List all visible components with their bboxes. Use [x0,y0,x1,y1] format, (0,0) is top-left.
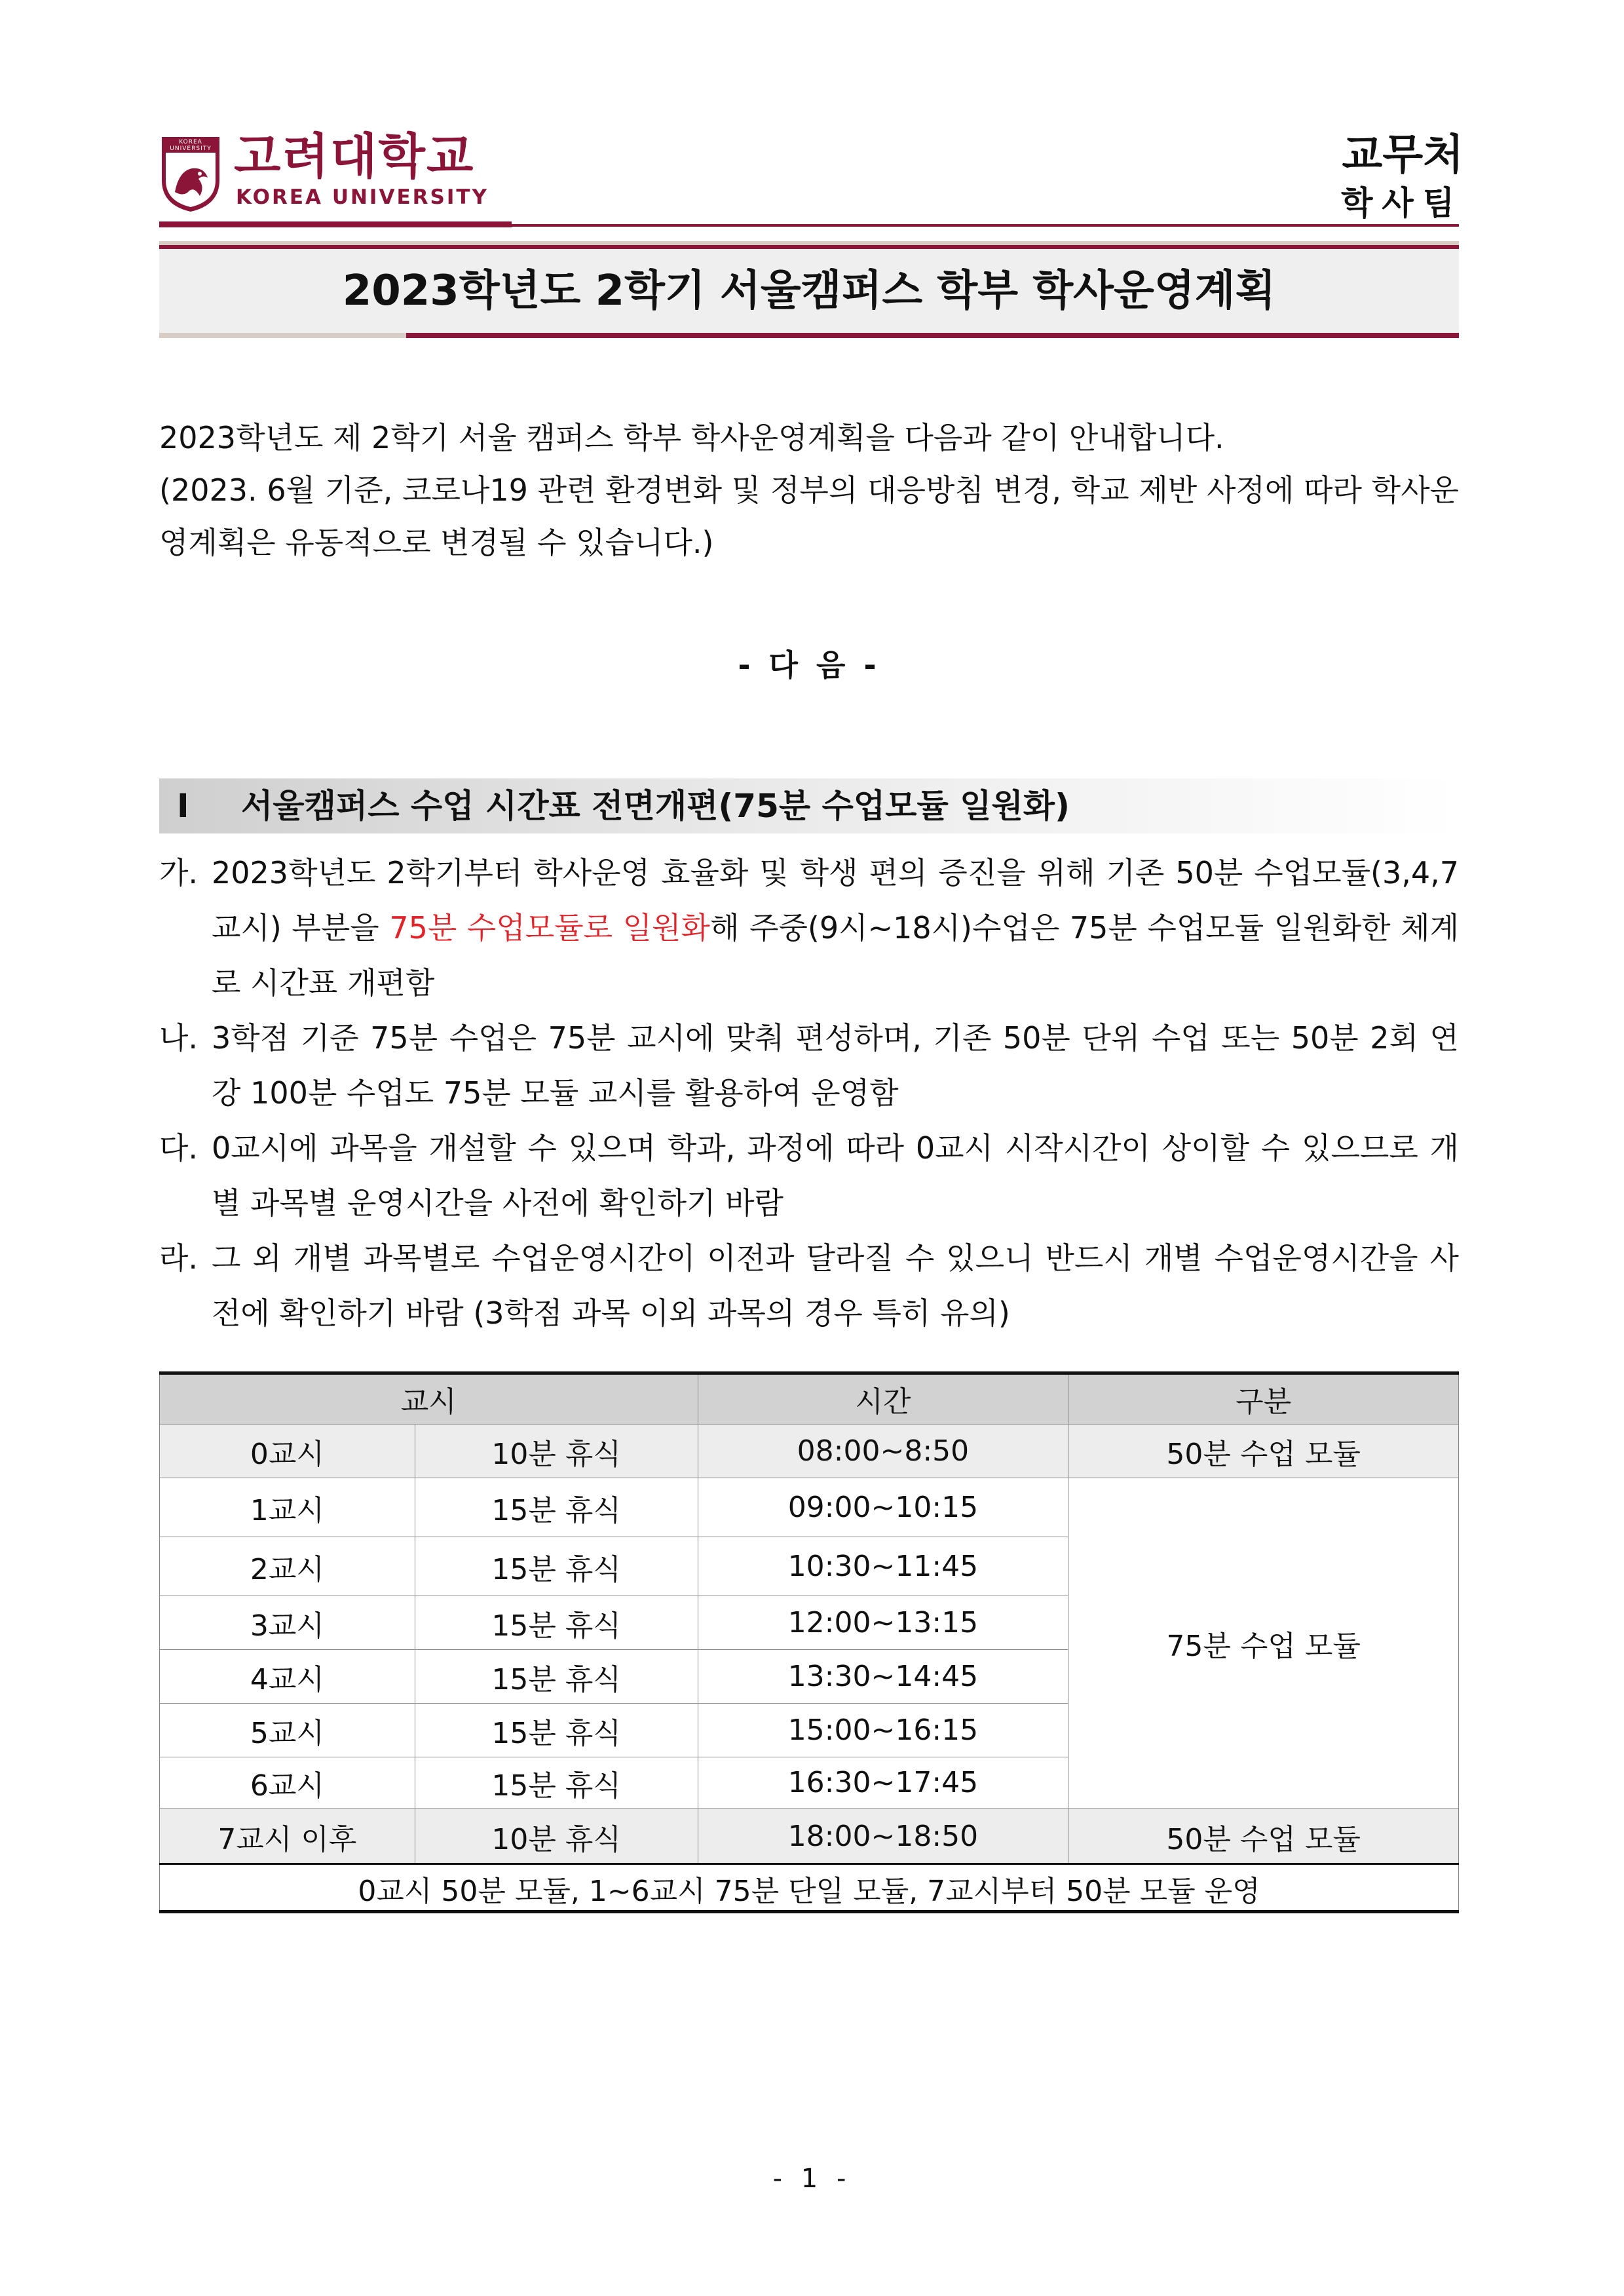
cell-type: 50분 수업 모듈 [1068,1808,1459,1865]
title-rule-bottom-dark [406,333,1459,338]
header-period: 교시 [160,1373,698,1425]
item-marker: 나. [159,1020,198,1056]
cell-period: 7교시 이후 [160,1808,415,1865]
table-mid-rule [159,1863,1459,1865]
cell-time: 16:30~17:45 [698,1757,1068,1808]
cell-time: 13:30~14:45 [698,1650,1068,1704]
cell-break: 15분 휴식 [415,1478,698,1537]
page-number: - 1 - [772,2164,852,2194]
page-title: 2023학년도 2학기 서울캠퍼스 학부 학사운영계획 [342,267,1276,315]
table-row [160,1425,1459,1478]
title-rule-bottom-light [159,333,406,338]
cell-period: 0교시 [160,1425,415,1478]
item-text: 그 외 개별 과목별로 수업운영시간이 이전과 달라질 수 있으니 반드시 개별 수업운영시간을 사전에 확인하기 바람 (3학점 과목 이외 과목의 경우 특히 유의) [212,1240,1459,1331]
cell-period: 4교시 [160,1650,415,1704]
cell-break: 10분 휴식 [415,1808,698,1865]
logo-english: KOREA UNIVERSITY [236,185,489,209]
item-list [159,845,1459,1341]
header-divider-thick [159,221,512,227]
item-marker: 라. [159,1240,198,1276]
item-marker: 가. [159,855,198,890]
cell-period: 6교시 [160,1757,415,1808]
header-divider-thin [512,224,1459,227]
cell-period: 1교시 [160,1478,415,1537]
table-header-row [160,1373,1459,1425]
logo-korean: 고려대학교 [234,128,475,185]
cell-time: 10:30~11:45 [698,1537,1068,1596]
cell-time: 08:00~8:50 [698,1425,1068,1478]
table-footer-row [160,1865,1459,1912]
item-text: 0교시에 과목을 개설할 수 있으며 학과, 과정에 따라 0교시 시작시간이 상이할 수 있으므로 개별 과목별 운영시간을 사전에 확인하기 바람 [212,1130,1459,1221]
intro-line-1: 2023학년도 제 2학기 서울 캠퍼스 학부 학사운영계획을 다음과 같이 안내합니다. [159,420,1224,455]
department-label: 교무처 [1342,131,1463,180]
cell-break: 15분 휴식 [415,1537,698,1596]
cell-period: 3교시 [160,1596,415,1650]
header-time: 시간 [698,1373,1068,1425]
item-text-a: 2023학년도 2학기부터 학사운영 효율화 및 학생 편의 증진을 위해 기존 50분 수업모듈(3,4,7교시) 부분을 [212,855,1459,946]
cell-break: 15분 휴식 [415,1650,698,1704]
section-title: 서울캠퍼스 수업 시간표 전면개편(75분 수업모듈 일원화) [241,787,1070,825]
table-row [160,1478,1459,1537]
list-item [159,1120,1459,1231]
header-type: 구분 [1068,1373,1459,1425]
table-top-rule [159,1371,1459,1375]
table-bottom-rule [159,1910,1459,1913]
cell-time: 09:00~10:15 [698,1478,1068,1537]
item-highlight: 75분 수업모듈로 일원화 [389,910,710,946]
list-item [159,1010,1459,1120]
cell-break: 15분 휴식 [415,1704,698,1757]
cell-type-merged: 75분 수업 모듈 [1068,1478,1459,1808]
emblem-text: KOREA UNIVERSITY [170,139,212,152]
cell-break: 15분 휴식 [415,1596,698,1650]
cell-time: 15:00~16:15 [698,1704,1068,1757]
list-item [159,1231,1459,1341]
cell-time: 12:00~13:15 [698,1596,1068,1650]
item-text: 3학점 기준 75분 수업은 75분 교시에 맞춰 편성하며, 기존 50분 단위 수업 또는 50분 2회 연강 100분 수업도 75분 모듈 교시를 활용하여 운영함 [212,1020,1459,1111]
item-text [212,845,1459,1010]
cell-time: 18:00~18:50 [698,1808,1068,1865]
table-footer-note: 0교시 50분 모듈, 1~6교시 75분 단일 모듈, 7교시부터 50분 모듈 운영 [160,1865,1459,1912]
section-number: Ⅰ [177,787,189,825]
cell-type: 50분 수업 모듈 [1068,1425,1459,1478]
intro-line-2: (2023. 6월 기준, 코로나19 관련 환경변화 및 정부의 대응방침 변경, 학교 제반 사정에 따라 학사운영계획은 유동적으로 변경될 수 있습니다.) [159,472,1459,560]
team-label: 학사팀 [1341,184,1463,222]
intro-paragraph [159,411,1459,569]
cell-break: 10분 휴식 [415,1425,698,1478]
schedule-table [159,1373,1459,1912]
cell-period: 2교시 [160,1537,415,1596]
list-item [159,845,1459,1010]
table-row [160,1808,1459,1865]
item-text-b: 해 주중(9시~18시)수업은 75분 수업모듈 일원화한 체계로 시간표 개편함 [212,910,1460,1001]
da-eum-heading: - 다 음 - [738,647,880,683]
cell-break: 15분 휴식 [415,1757,698,1808]
item-marker: 다. [159,1130,198,1166]
cell-period: 5교시 [160,1704,415,1757]
